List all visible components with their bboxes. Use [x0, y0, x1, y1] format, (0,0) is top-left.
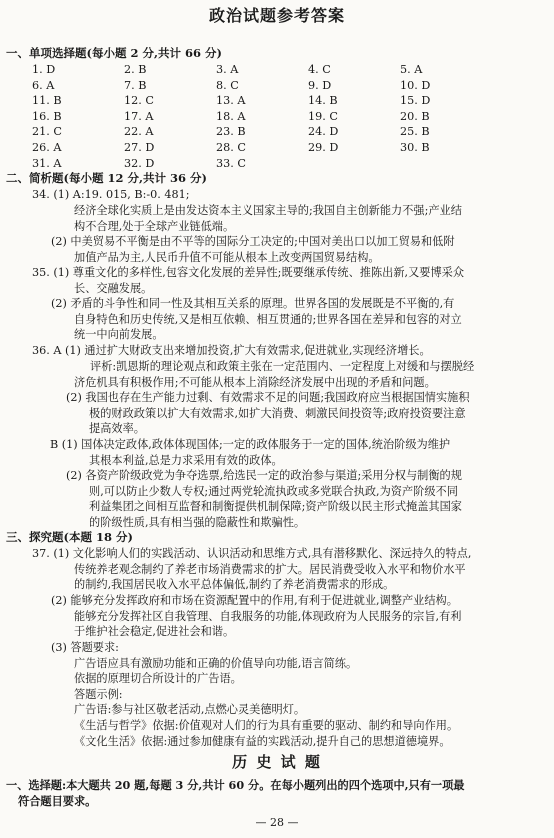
answer-cell: 20. B	[400, 109, 430, 123]
q36a-part1-answer: 36. A (1) 通过扩大财政支出来增加投资,扩大有效需求,促进就业,实现经济增长。	[32, 344, 431, 357]
page-number: — 28 —	[255, 816, 299, 829]
answer-cell: 26. A	[32, 140, 62, 154]
text-line: (2) 我国也存在生产能力过剩、有效需求不足的问题;我国政府应当根据国情实施积	[66, 391, 470, 404]
answer-cell: 25. B	[400, 125, 430, 139]
q35-part2-answer	[51, 296, 540, 343]
text-line: 的阶级性质,具有相当强的隐蔽性和欺骗性。	[89, 515, 306, 529]
text-line: B (1) 国体决定政体,政体体现国体;一定的政体服务于一定的国体,统治阶级为维护	[50, 438, 451, 451]
q37-part2-answer	[51, 593, 540, 640]
answer-row	[32, 62, 532, 78]
answer-cell: 18. A	[216, 109, 246, 123]
section-2-heading: 二、简析题(每小题 12 分,共计 36 分)	[6, 171, 207, 185]
answer-cell: 19. C	[308, 109, 338, 123]
answer-cell: 10. D	[400, 78, 431, 92]
answer-cell: 22. A	[124, 125, 154, 139]
answer-cell: 21. C	[32, 125, 62, 139]
answer-cell: 15. D	[400, 94, 431, 108]
multiple-choice-answer-grid	[32, 62, 532, 171]
text-line: 济危机具有积极作用;不可能从根本上消除经济发展中出现的矛盾和问题。	[74, 375, 436, 389]
answer-cell	[308, 156, 400, 172]
answer-cell: 14. B	[308, 94, 338, 108]
text-line: (2) 中美贸易不平衡是由不平等的国际分工决定的;中国对美出口以加工贸易和低附	[51, 235, 455, 248]
text-line: 评析:凯恩斯的理论观点和政策主张在一定范围内、一定程度上对缓和与摆脱经	[90, 360, 475, 373]
answer-cell: 33. C	[216, 156, 246, 170]
text-line: 能够充分发挥社区自我管理、自我服务的功能,体现政府为人民服务的宗旨,有利	[74, 609, 462, 623]
section-3-heading: 三、探究题(本题 18 分)	[6, 530, 133, 544]
q36b-part1-answer	[50, 437, 540, 468]
answer-cell: 5. A	[400, 63, 423, 76]
text-line: 广告语:参与社区敬老活动,点燃心灵美德明灯。	[74, 703, 306, 717]
q34-part1-header: 34. (1) A:19. 015, B:-0. 481;	[32, 188, 190, 201]
text-line: 于维护社会稳定,促进社会和谐。	[74, 625, 235, 639]
answer-row	[32, 156, 532, 172]
q36a-evaluation	[74, 359, 540, 390]
section-1-heading: 一、单项选择题(每小题 2 分,共计 66 分)	[6, 46, 222, 60]
text-line: 广告语应具有激励功能和正确的价值导向功能,语言简练。	[74, 656, 358, 670]
answer-cell: 8. C	[216, 78, 239, 92]
answer-cell	[400, 156, 490, 172]
text-line: 《生活与哲学》依据:价值观对人们的行为具有重要的驱动、制约和导向作用。	[74, 718, 459, 732]
text-line: 传统养老观念制约了养老市场消费需求的扩大。居民消费受收入水平和物价水平	[74, 562, 466, 576]
answer-row	[32, 124, 532, 140]
text-line: 《文化生活》依据:通过参加健康有益的实践活动,提升自己的思想道德境界。	[74, 734, 451, 748]
answer-cell: 29. D	[308, 140, 339, 154]
answer-cell: 9. D	[308, 78, 332, 92]
text-line: 加值产品为主,人民币升值不可能从根本上改变两国贸易结构。	[74, 250, 380, 264]
text-line: 符合题目要求。	[18, 793, 97, 808]
text-line: (3) 答题要求:	[51, 641, 119, 654]
answer-cell: 6. A	[32, 78, 55, 92]
answer-cell: 3. A	[216, 63, 239, 76]
history-section-title: 历 史 试 题	[232, 753, 322, 771]
q37-part1-answer	[32, 546, 540, 593]
answer-cell: 1. D	[32, 63, 56, 76]
text-line: 答题示例:	[74, 687, 123, 701]
q36a-part2-answer	[66, 390, 540, 437]
answer-cell: 2. B	[124, 63, 147, 76]
answer-cell: 12. C	[124, 94, 154, 108]
answer-cell: 23. B	[216, 125, 246, 139]
text-line: (2) 能够充分发挥政府和市场在资源配置中的作用,有利于促进就业,调整产业结构。	[51, 594, 458, 607]
text-line: 经济全球化实质上是由发达资本主义国家主导的;我国自主创新能力不强;产业结	[74, 204, 462, 217]
q34-part1-answer	[74, 203, 540, 234]
answer-cell: 7. B	[124, 78, 147, 92]
text-line: 自身特色和历史传统,又是相互依赖、相互贯通的;世界各国在差异和包容的对立	[74, 312, 462, 326]
answer-row	[32, 140, 532, 156]
text-line: 长、交融发展。	[74, 281, 153, 295]
text-line: 37. (1) 文化影响人们的实践活动、认识活动和思维方式,具有潜移默化、深远持久的特点,	[32, 547, 472, 560]
text-line: 其根本利益,总是力求采用有效的政体。	[89, 453, 283, 467]
q37-part3-answer	[51, 640, 540, 749]
page-title: 政治试题参考答案	[208, 6, 345, 25]
q34-part2-answer	[51, 234, 540, 265]
answer-cell: 32. D	[124, 156, 155, 170]
text-line: (2) 矛盾的斗争性和同一性及其相互关系的原理。世界各国的发展既是不平衡的,有	[51, 297, 455, 310]
answer-cell: 30. B	[400, 140, 430, 154]
answer-cell: 13. A	[216, 94, 246, 108]
text-line: 35. (1) 尊重文化的多样性,包容文化发展的差异性;既要继承传统、推陈出新,又要博采众	[32, 266, 465, 279]
text-line: 则,可以防止少数人专权;通过两党轮流执政或多党联合执政,为资产阶级不同	[89, 484, 458, 498]
text-line: 构不合理,处于全球产业链低端。	[74, 219, 235, 233]
text-line: 提高效率。	[89, 422, 145, 436]
text-line: 的制约,我国居民收入水平总体偏低,制约了养老消费需求的形成。	[74, 578, 395, 592]
answer-row	[32, 78, 532, 94]
q36b-part2-answer	[66, 468, 540, 530]
answer-cell: 24. D	[308, 125, 339, 139]
answer-cell: 16. B	[32, 109, 62, 123]
history-instructions	[6, 778, 540, 809]
answer-cell: 4. C	[308, 63, 331, 76]
text-line: (2) 各资产阶级政党为争夺选票,给选民一定的政治参与渠道;采用分权与制衡的规	[66, 469, 462, 482]
answer-cell: 17. A	[124, 109, 154, 123]
text-line: 极的财政政策以扩大有效需求,如扩大消费、刺激民间投资等;政府投资要注意	[89, 406, 466, 420]
answer-row	[32, 109, 532, 125]
answer-cell: 27. D	[124, 140, 155, 154]
answer-cell: 11. B	[32, 94, 62, 108]
answer-row	[32, 93, 532, 109]
answer-cell: 31. A	[32, 156, 62, 170]
q35-part1-answer	[32, 265, 540, 296]
text-line: 依据的原理切合所设计的广告语。	[74, 672, 242, 686]
answer-cell: 28. C	[216, 140, 246, 154]
text-line: 一、选择题:本大题共 20 题,每题 3 分,共计 60 分。在每小题列出的四个选项中,只有一项最	[6, 778, 465, 792]
text-line: 统一中向前发展。	[74, 328, 164, 342]
text-line: 利益集团之间相互监督和制衡提供机制保障;资产阶级以民主形式掩盖其国家	[89, 500, 462, 514]
